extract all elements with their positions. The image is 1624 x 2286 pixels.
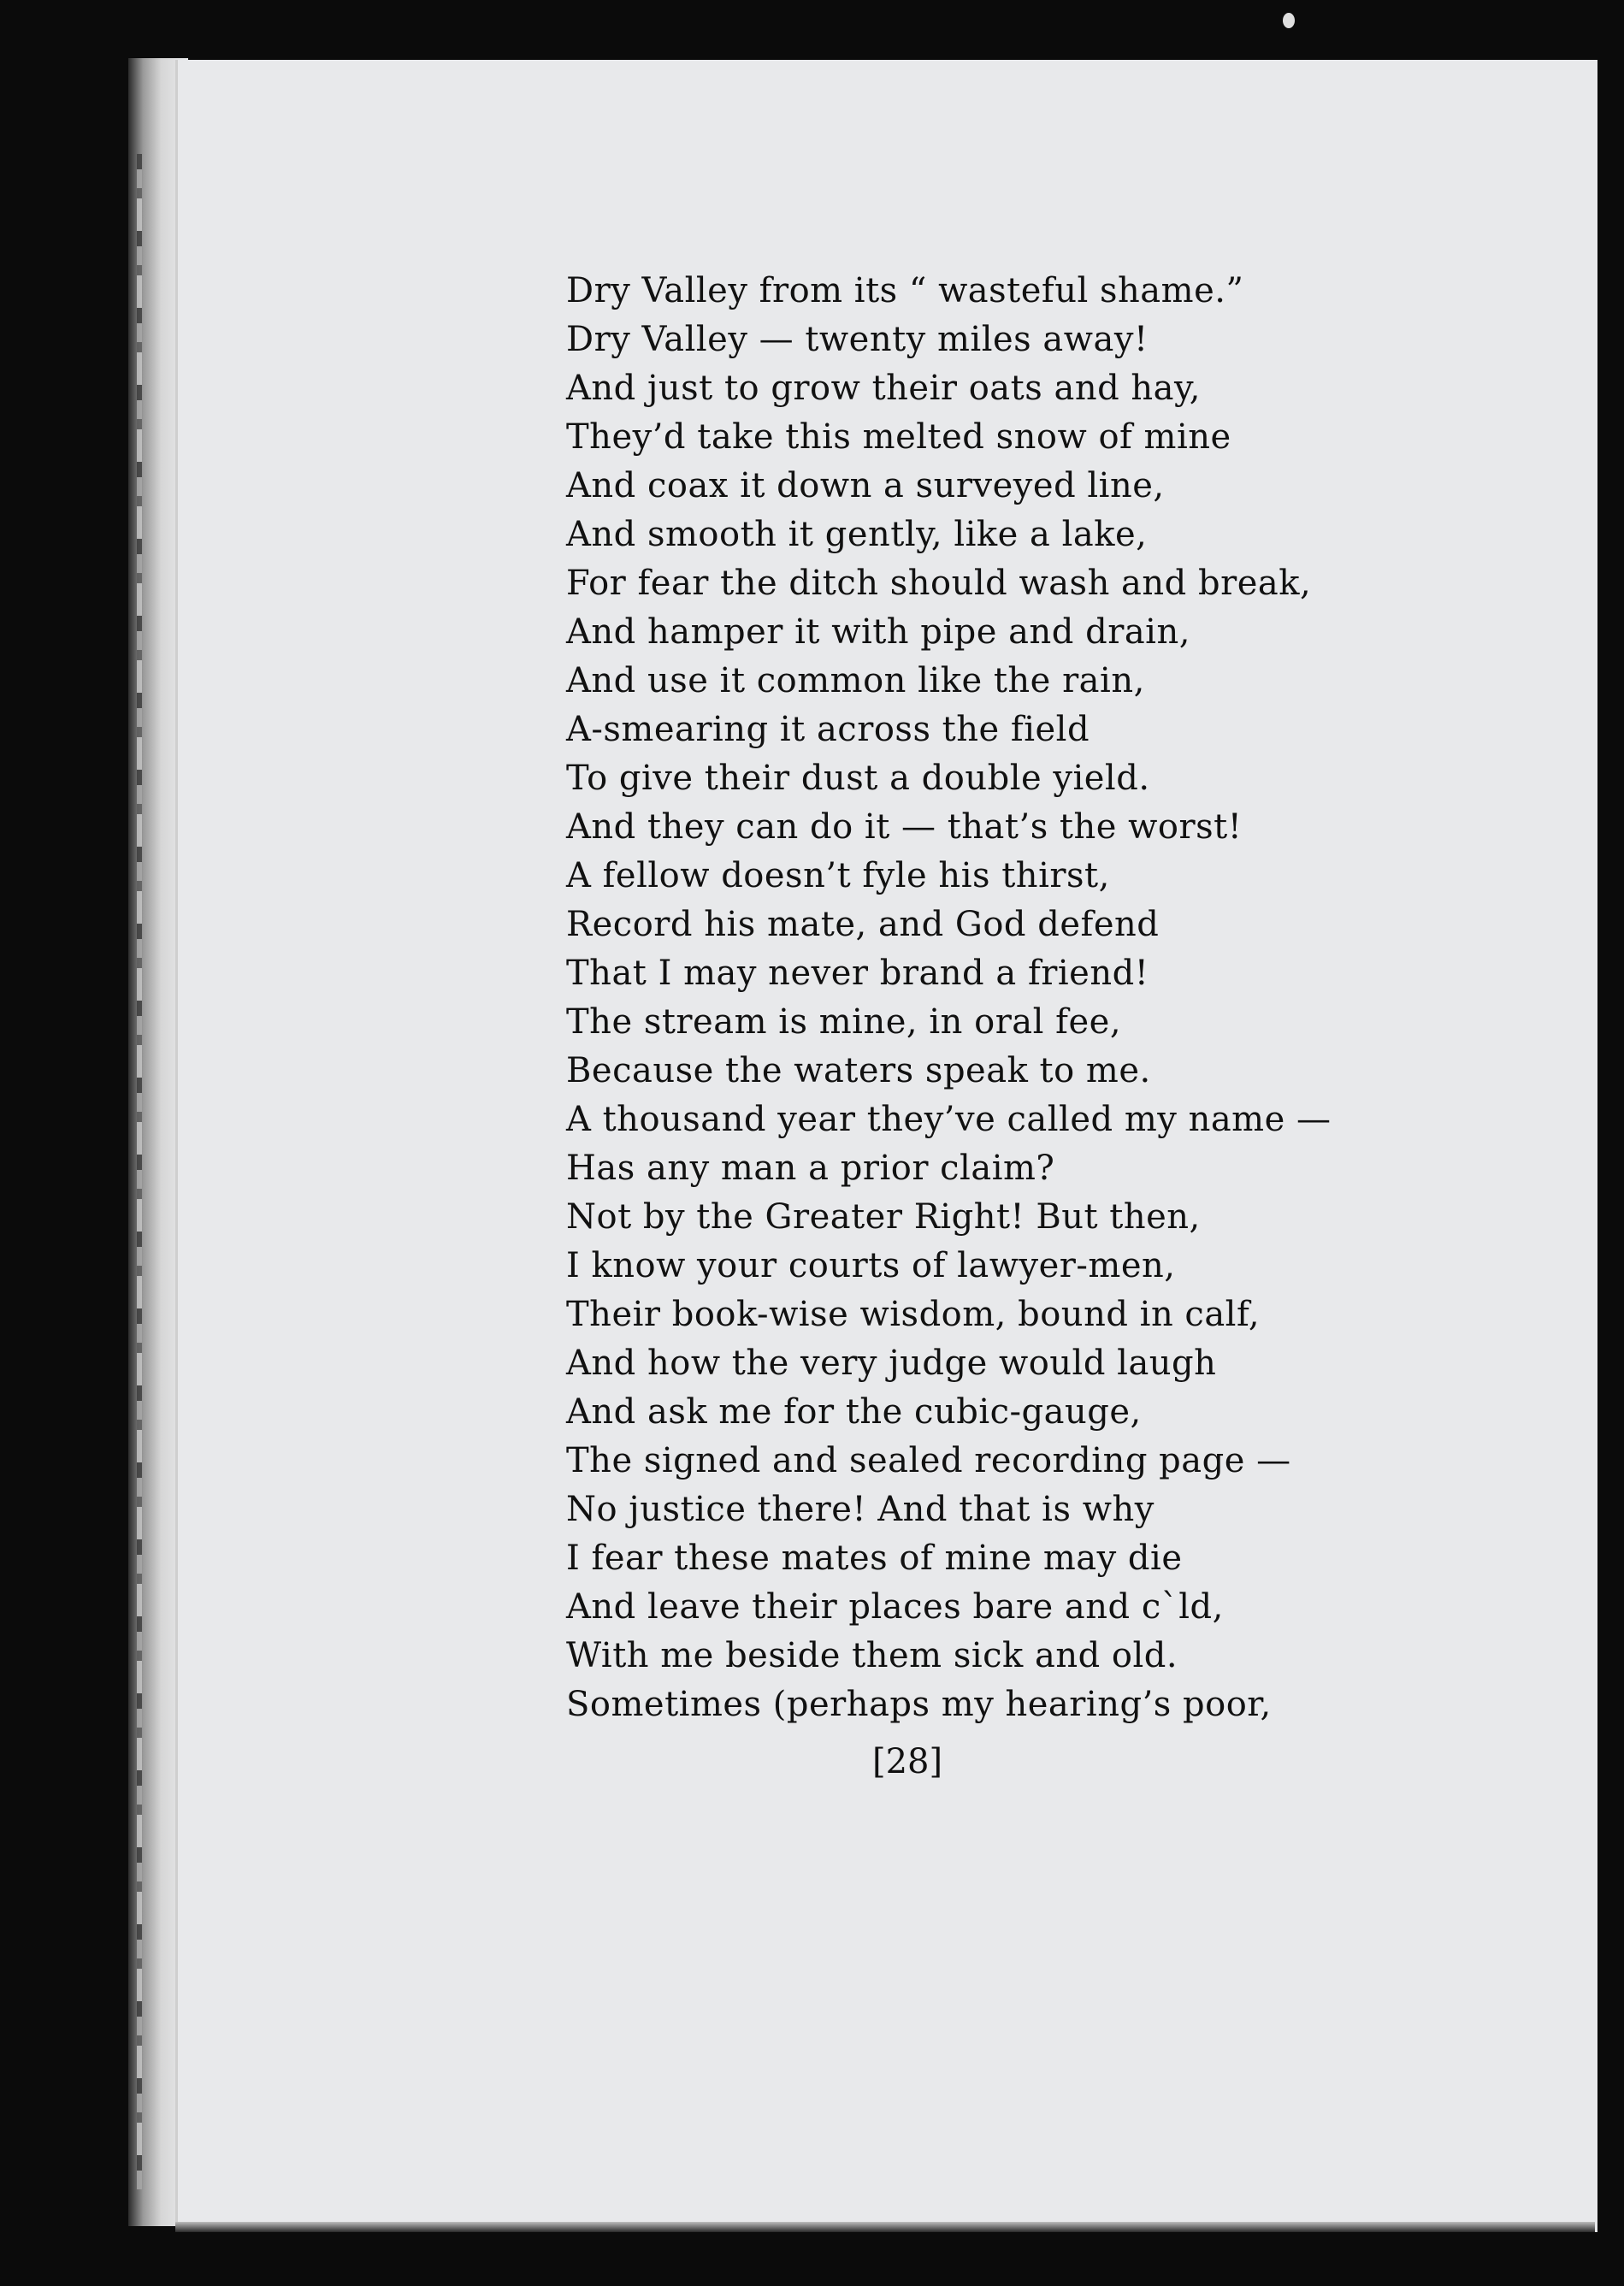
poem-line: A thousand year they’ve called my name — [566,1100,1332,1139]
poem-line: The signed and sealed recording page — [566,1441,1291,1480]
poem-line: And coax it down a surveyed line, [566,466,1165,505]
poem-line: Dry Valley — twenty miles away! [566,320,1149,359]
poem-line: I fear these mates of mine may die [566,1539,1183,1578]
poem-line: Has any man a prior claim? [566,1149,1055,1188]
poem-line: They’d take this melted snow of mine [566,417,1231,457]
poem-line: And use it common like the rain, [566,661,1145,700]
poem-line: A fellow doesn’t fyle his thirst, [566,856,1110,895]
poem-line: Dry Valley from its “ wasteful shame.” [566,271,1244,310]
poem-text [566,267,1421,1729]
poem-line: And how the very judge would laugh [566,1344,1217,1383]
poem-line: Their book-wise wisdom, bound in calf, [566,1295,1261,1334]
poem-line: A-smearing it across the field [566,710,1090,749]
scan-speck [1283,13,1295,28]
poem-line: And just to grow their oats and hay, [566,369,1202,408]
poem-line: That I may never brand a friend! [566,954,1149,993]
poem-line: The stream is mine, in oral fee, [566,1002,1122,1042]
page-number: [28] [872,1742,943,1781]
poem-line: With me beside them sick and old. [566,1636,1178,1675]
poem-line: And they can do it — that’s the worst! [566,807,1243,847]
poem-line: For fear the ditch should wash and break, [566,564,1312,603]
poem-line: I know your courts of lawyer-men, [566,1246,1176,1285]
poem-line: Record his mate, and God defend [566,905,1160,944]
poem-line: And ask me for the cubic-gauge, [566,1392,1142,1432]
page-bottom-edge [175,2222,1595,2232]
poem-line: And smooth it gently, like a lake, [566,515,1148,554]
poem-line: Not by the Greater Right! But then, [566,1197,1201,1237]
binding-marks [137,154,142,2189]
poem-line: Sometimes (perhaps my hearing’s poor, [566,1685,1272,1724]
poem-line: Because the waters speak to me. [566,1051,1151,1090]
poem-line: To give their dust a double yield. [566,759,1150,798]
poem-line: And leave their places bare and cˋld, [566,1587,1224,1627]
poem-line: And hamper it with pipe and drain, [566,612,1190,652]
poem-line: No justice there! And that is why [566,1490,1155,1529]
